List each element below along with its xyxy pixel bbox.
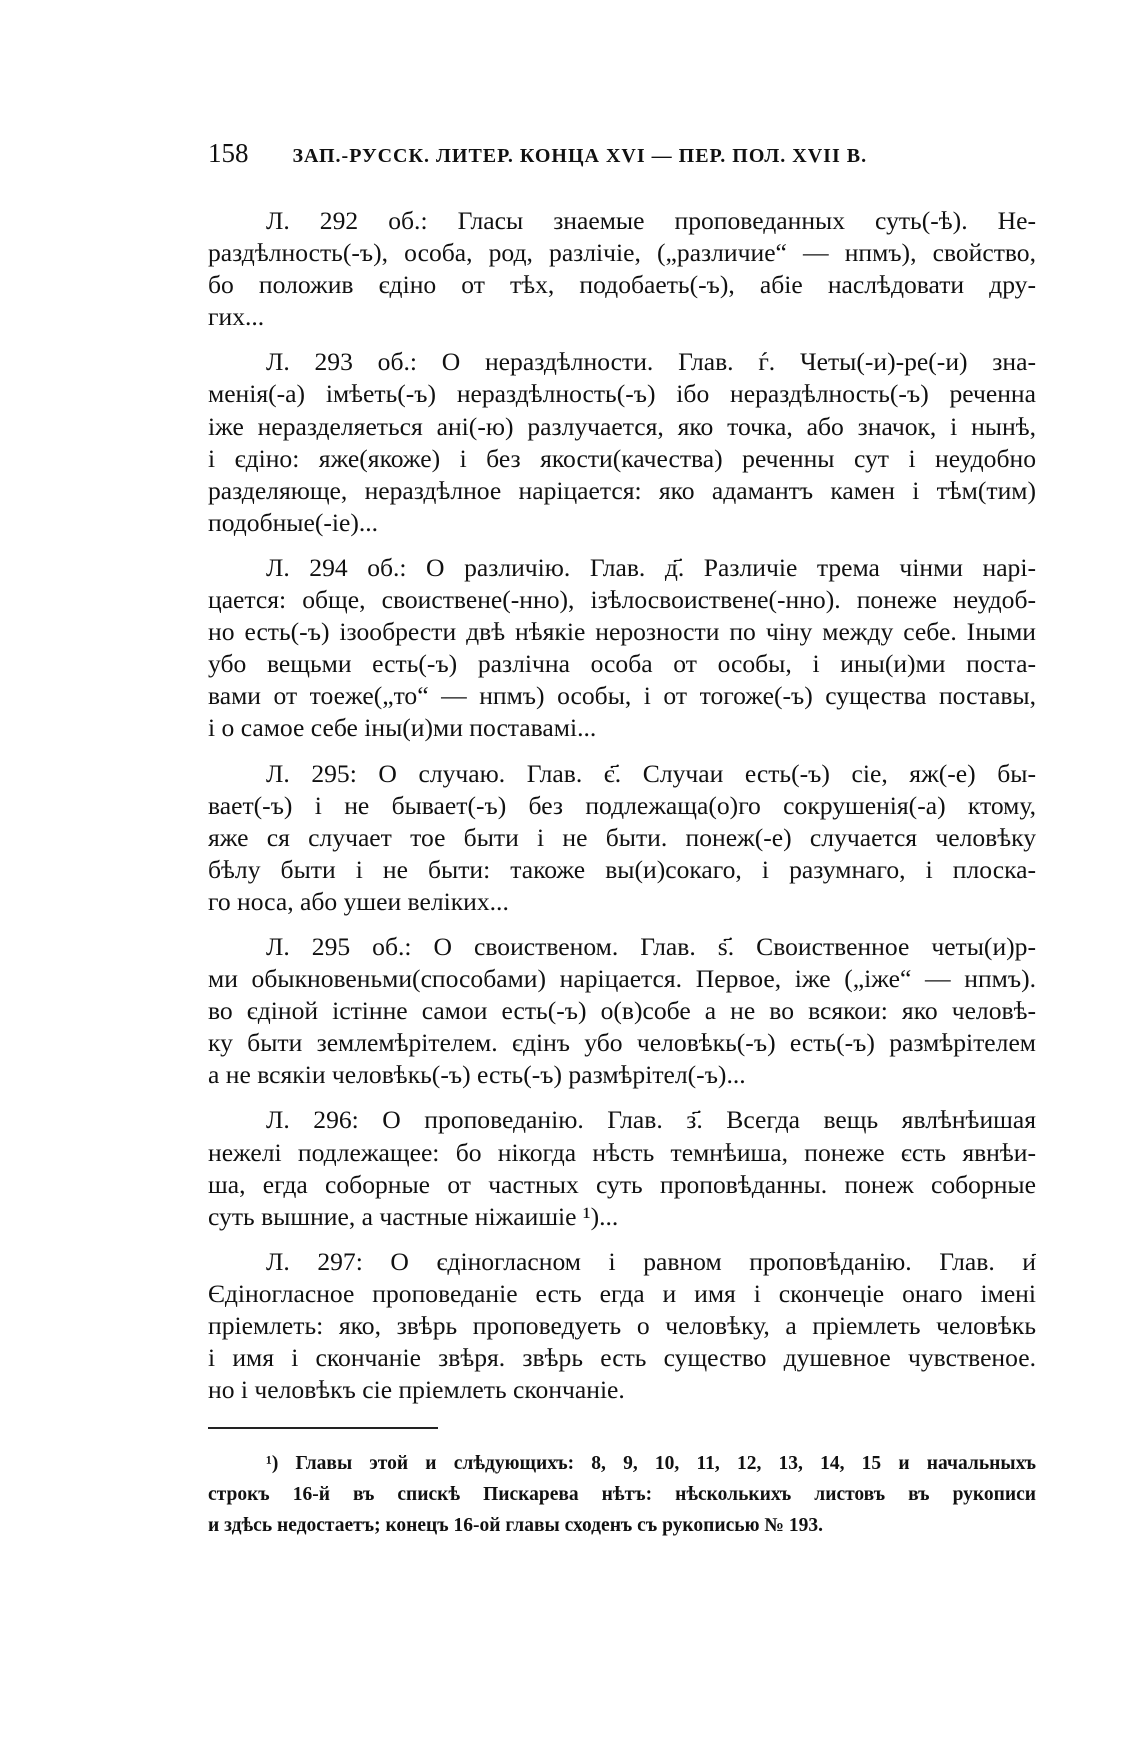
text-line: ша, егда соборные от частных суть проповѣданны. понеж соборные — [208, 1169, 1036, 1199]
text-line: нежелі подлежащее: бо нікогда нѣсть темнѣиша, понеже єсть явнѣи- — [208, 1137, 1036, 1167]
footnote-line: строкъ 16-й въ спискѣ Пискарева нѣтъ: нѣсколькихъ листовъ въ рукописи — [208, 1484, 1036, 1505]
main-text — [208, 205, 1036, 1419]
text-line: бѣлу быти і не быти: такоже вы(и)сокаго, і разумнаго, і плоска- — [208, 854, 1036, 884]
text-line: Л. 293 об.: О нераздѣлности. Глав. ѓ. Четы(-и)-ре(-и) зна- — [266, 347, 1036, 377]
text-line: Л. 294 об.: О различію. Глав. д҃. Различіе трема чінми нарі- — [266, 552, 1036, 582]
paragraph-l295ob — [208, 931, 1036, 1091]
text-line: цается: обще, своиствене(-нно), ізѣлосвоиствене(-нно). понеже неудоб- — [208, 585, 1036, 615]
text-line: Єдіногласное проповеданіе есть егда и имя і скончеціе онаго імені — [208, 1278, 1036, 1308]
footnote-line: ¹) Главы этой и слѣдующихъ: 8, 9, 10, 11, 12, 13, 14, 15 и начальныхъ — [266, 1453, 1036, 1474]
text-line: Л. 296: О проповеданію. Глав. з҃. Всегда вещь явлѣнѣишая — [266, 1105, 1036, 1135]
text-line: убо вещьми есть(-ъ) разлічна особа от особы, і ины(и)ми поста- — [208, 649, 1036, 679]
text-line: іже неразделяеться ані(-ю) разлучается, яко точка, або значок, і нынѣ, — [208, 411, 1036, 441]
page-number: 158 — [208, 138, 249, 168]
paragraph-l292 — [208, 205, 1036, 333]
text-line: ми обыкновеньми(способами) наріцается. Первое, іже („іже“ — нпмъ). — [208, 964, 1036, 994]
text-line: менія(-а) імѣеть(-ъ) нераздѣлность(-ъ) ібо нераздѣлность(-ъ) реченна — [208, 379, 1036, 409]
text-line: і о самое себе іны(и)ми поставамі... — [208, 713, 597, 743]
text-line: Л. 292 об.: Гласы знаемые проповеданных суть(-ѣ). Не- — [266, 206, 1036, 235]
page-header — [208, 138, 1028, 178]
text-line: но есть(-ъ) ізоoбрести двѣ нѣякіе нерозности по чіну между себе. Іными — [208, 617, 1036, 647]
text-line: Л. 297: О єдіногласном і равном проповѣданію. Глав. и҃ — [266, 1246, 1036, 1276]
text-line: і имя і скончаніе звѣря. звѣрь есть существо душевное чувственое. — [208, 1343, 1036, 1373]
paragraph-l296 — [208, 1104, 1036, 1232]
text-line: пріемлеть: яко, звѣрь проповедуеть о человѣку, а пріемлеть человѣкь — [208, 1311, 1036, 1340]
text-line: бо положив єдіно от тѣх, подобаеть(-ъ), абіе наслѣдовати дру- — [208, 270, 1036, 300]
footnote-line: и здѣсь недостаетъ; конецъ 16-ой главы сходенъ съ рукописью № 193. — [208, 1515, 823, 1536]
text-line: вает(-ъ) і не бывает(-ъ) без подлежаща(о)го сокрушенія(-а) ктому, — [208, 790, 1036, 820]
text-line: во єдіной істінне самои есть(-ъ) о(в)собе а не во всякои: яко человѣ- — [208, 996, 1036, 1026]
footnote — [208, 1448, 1036, 1541]
paragraph-l297 — [208, 1246, 1036, 1406]
running-title: ЗАП.-РУССК. ЛИТЕР. КОНЦА XVI — ПЕР. ПОЛ. XVII В. — [292, 145, 868, 167]
text-line: гих... — [208, 302, 265, 332]
text-line: го носа, або ушеи веліких... — [208, 886, 509, 916]
text-line: Л. 295: О случаю. Глав. є҃. Случаи есть(-ъ) сіе, яж(-е) бы- — [266, 758, 1036, 788]
text-line: ку быти землемѣрітелем. єдінъ убо человѣкь(-ъ) есть(-ъ) размѣрітелем — [208, 1028, 1036, 1058]
text-line: і єдіно: яже(якоже) і без якости(качества) реченны сут і неудобно — [208, 443, 1036, 473]
text-line: разделяюще, нераздѣлное наріцается: яко адамантъ камен і тѣм(тим) — [208, 475, 1036, 505]
text-line: суть вышние, а частные ніжаишіе ¹)... — [208, 1201, 619, 1231]
paragraph-l293 — [208, 346, 1036, 539]
text-line: Л. 295 об.: О своиственом. Глав. ѕ҃. Своиственное четы(и)р- — [266, 931, 1036, 961]
footnote-divider — [208, 1427, 438, 1429]
text-line: подобные(-іе)... — [208, 507, 379, 537]
text-line: но і человѣкъ сіе пріемлеть скончаніе. — [208, 1375, 625, 1405]
text-line: а не всякіи человѣкь(-ъ) есть(-ъ) размѣрітел(-ъ)... — [208, 1060, 746, 1090]
text-line: яже ся случает тое быти і не быти. понеж(-е) случается человѣку — [208, 822, 1036, 852]
paragraph-l295 — [208, 758, 1036, 918]
paragraph-l294 — [208, 552, 1036, 745]
text-line: раздѣлность(-ъ), особа, род, разлічіе, („различие“ — нпмъ), свойство, — [208, 238, 1036, 268]
text-line: вами от тоеже(„то“ — нпмъ) особы, і от тогоже(-ъ) существа поставы, — [208, 681, 1036, 711]
